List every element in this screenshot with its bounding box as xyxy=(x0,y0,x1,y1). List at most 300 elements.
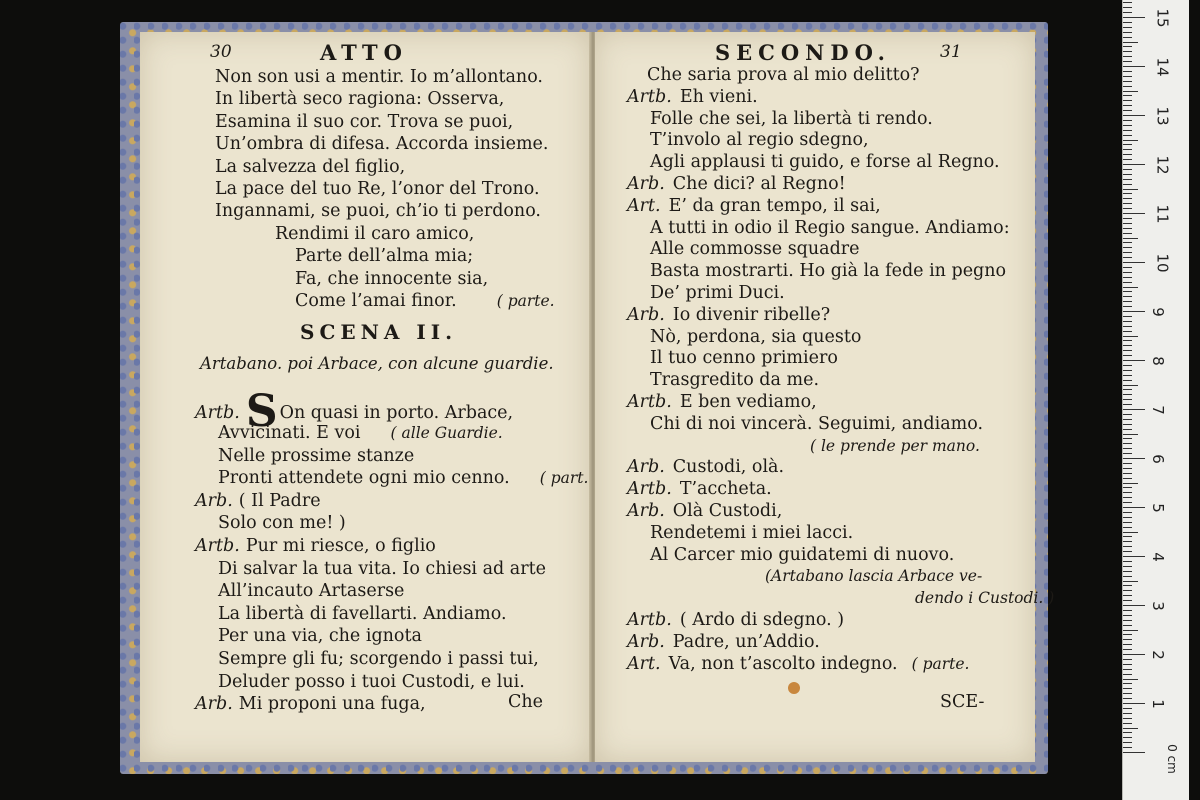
verse-text: Esamina il suo cor. Trova se puoi, xyxy=(215,111,514,132)
ruler-tick xyxy=(1123,463,1132,464)
speaker-name: Arb. xyxy=(627,457,665,478)
ruler-tick xyxy=(1123,536,1132,537)
ruler-tick xyxy=(1123,644,1132,645)
left-page xyxy=(140,32,590,762)
ruler-tick xyxy=(1123,659,1132,660)
ruler-tick xyxy=(1123,56,1132,57)
ruler-tick xyxy=(1123,86,1132,87)
ruler-tick xyxy=(1123,51,1132,52)
ruler-tick xyxy=(1123,385,1138,386)
speaker-name: Artb. xyxy=(627,479,672,500)
ruler-tick xyxy=(1123,130,1132,131)
ruler-tick xyxy=(1123,649,1132,650)
verse-text: Mi proponi una fuga, xyxy=(238,694,426,715)
ruler-number: 9 xyxy=(1148,307,1167,317)
verse-line xyxy=(275,224,474,244)
speaker-name: Arb. xyxy=(627,631,665,652)
ruler-tick xyxy=(1123,669,1132,670)
verse-line xyxy=(650,414,983,434)
measuring-ruler xyxy=(1122,0,1189,800)
ruler-tick xyxy=(1123,585,1132,586)
verse-text: Rendetemi i miei lacci. xyxy=(650,522,854,543)
verse-line xyxy=(650,327,861,347)
ruler-tick xyxy=(1123,610,1132,611)
verse-text: La salvezza del figlio, xyxy=(215,156,406,177)
ruler-tick xyxy=(1123,233,1132,234)
ruler-tick xyxy=(1123,375,1132,376)
ruler-tick xyxy=(1123,679,1138,680)
verse-text: ( Il Padre xyxy=(238,490,321,511)
verse-text: E’ da gran tempo, il sai, xyxy=(668,195,881,216)
ruler-tick xyxy=(1123,634,1132,635)
verse-line xyxy=(627,174,846,194)
ruler-tick xyxy=(1123,664,1132,665)
ruler-tick xyxy=(1123,551,1132,552)
speaker-name: Artb. xyxy=(627,86,672,107)
verse-line xyxy=(650,130,869,150)
ruler-tick xyxy=(1123,438,1132,439)
scene-subtitle: Artabano. poi Arbace, con alcune guardie. xyxy=(200,354,554,373)
ruler-tick xyxy=(1123,517,1132,518)
ruler-tick xyxy=(1123,497,1132,498)
verse-line xyxy=(627,87,758,107)
ruler-tick xyxy=(1123,331,1132,332)
page-number: 31 xyxy=(940,42,962,62)
verse-line xyxy=(218,446,414,466)
verse-line xyxy=(650,239,860,259)
ruler-tick xyxy=(1123,100,1132,101)
verse-text: Non son usi a mentir. Io m’allontano. xyxy=(215,67,543,87)
ruler-tick xyxy=(1123,12,1132,13)
verse-text: Nò, perdona, sia questo xyxy=(650,326,862,347)
speaker-name: Art. xyxy=(627,653,661,674)
ruler-tick xyxy=(1123,174,1132,175)
verse-line xyxy=(627,654,970,674)
ruler-tick xyxy=(1123,282,1132,283)
verse-line xyxy=(218,513,346,533)
verse-text: Folle che sei, la libertà ti rendo. xyxy=(650,108,933,129)
verse-line xyxy=(627,479,772,499)
verse-text: A tutti in odio il Regio sangue. Andiamo: xyxy=(650,217,1010,238)
speaker-name: Artb. xyxy=(627,392,672,412)
verse-line xyxy=(195,536,436,556)
verse-text: Trasgredito da me. xyxy=(650,370,820,391)
verse-text: Alle commosse squadre xyxy=(650,239,860,260)
ruler-tick xyxy=(1123,742,1132,743)
verse-text: Agli applausi ti guido, e forse al Regno. xyxy=(650,152,1000,173)
verse-text: Fa, che innocente sia, xyxy=(295,268,489,289)
ruler-tick xyxy=(1123,732,1132,733)
ruler-tick xyxy=(1123,169,1132,170)
speaker-name: Art. xyxy=(627,195,661,216)
ruler-tick xyxy=(1123,546,1132,547)
ruler-tick xyxy=(1123,350,1132,351)
ruler-tick xyxy=(1123,95,1132,96)
ruler-tick xyxy=(1123,556,1145,557)
ruler-tick xyxy=(1123,532,1138,533)
catchword: SCE- xyxy=(940,692,985,712)
verse-line xyxy=(218,672,525,692)
verse-line xyxy=(295,291,555,311)
page-number: 30 xyxy=(210,42,232,62)
stage-direction: ( parte. xyxy=(496,292,555,310)
verse-text: Di salvar la tua vita. Io chiesi ad arte xyxy=(218,558,546,579)
verse-text: Rendimi il caro amico, xyxy=(275,223,475,244)
ruler-tick xyxy=(1123,522,1132,523)
ruler-tick xyxy=(1123,105,1132,106)
ruler-tick xyxy=(1123,409,1145,410)
verse-line xyxy=(215,157,405,177)
ruler-tick xyxy=(1123,135,1132,136)
verse-text: All’incauto Artaserse xyxy=(218,581,405,602)
ruler-tick xyxy=(1123,723,1132,724)
ruler-tick xyxy=(1123,110,1132,111)
verse-text: On quasi in porto. Arbace, xyxy=(279,403,514,423)
ruler-tick xyxy=(1123,443,1132,444)
verse-text: Parte dell’alma mia; xyxy=(295,246,474,267)
ruler-tick xyxy=(1123,448,1132,449)
stage-direction: dendo i Custodi. ) xyxy=(915,589,1055,608)
ruler-tick xyxy=(1123,46,1132,47)
verse-text: Come l’amai finor. xyxy=(295,291,457,311)
verse-line xyxy=(627,632,820,652)
ruler-tick xyxy=(1123,605,1145,606)
verse-line xyxy=(218,649,539,669)
ruler-tick xyxy=(1123,242,1132,243)
ruler-number: 1 xyxy=(1148,699,1167,709)
verse-text: Il tuo cenno primiero xyxy=(650,348,838,369)
drop-cap: S xyxy=(245,386,278,437)
ruler-tick xyxy=(1123,184,1132,185)
ruler-tick xyxy=(1123,561,1132,562)
ruler-number: 12 xyxy=(1153,155,1172,175)
ruler-tick xyxy=(1123,365,1132,366)
ruler-tick xyxy=(1123,42,1138,43)
ruler-tick xyxy=(1123,203,1132,204)
ruler-unit: 0 cm xyxy=(1164,744,1179,774)
ruler-tick xyxy=(1123,340,1132,341)
ruler-tick xyxy=(1123,291,1132,292)
verse-line xyxy=(218,423,503,443)
verse-line xyxy=(218,468,588,488)
ruler-tick xyxy=(1123,429,1132,430)
ruler-tick xyxy=(1123,262,1145,263)
verse-line xyxy=(650,152,1000,172)
ruler-number: 2 xyxy=(1148,650,1167,660)
ruler-tick xyxy=(1123,566,1132,567)
verse-text: Al Carcer mio guidatemi di nuovo. xyxy=(650,544,955,565)
verse-text: Va, non t’ascolto indegno. xyxy=(668,653,898,674)
ruler-tick xyxy=(1123,272,1132,273)
ruler-tick xyxy=(1123,301,1132,302)
ruler-tick xyxy=(1123,478,1132,479)
verse-text: Io divenir ribelle? xyxy=(672,304,831,325)
ruler-tick xyxy=(1123,394,1132,395)
ruler-tick xyxy=(1123,17,1145,18)
ruler-number: 6 xyxy=(1148,454,1167,464)
ruler-tick xyxy=(1123,737,1132,738)
ruler-tick xyxy=(1123,218,1132,219)
ruler-number: 4 xyxy=(1148,552,1167,562)
ruler-tick xyxy=(1123,360,1145,361)
right-page xyxy=(595,32,1055,762)
verse-line xyxy=(218,626,422,646)
ruler-tick xyxy=(1123,91,1138,92)
ruler-tick xyxy=(1123,247,1132,248)
stage-direction: ( part. xyxy=(539,469,589,488)
verse-line xyxy=(650,109,933,129)
ruler-tick xyxy=(1123,752,1145,753)
ruler-tick xyxy=(1123,198,1132,199)
ruler-tick xyxy=(1123,37,1132,38)
ruler-tick xyxy=(1123,718,1132,719)
ruler-tick xyxy=(1123,306,1132,307)
verse-line xyxy=(650,545,954,565)
ruler-tick xyxy=(1123,7,1132,8)
ruler-tick xyxy=(1123,595,1132,596)
ruler-tick xyxy=(1123,252,1132,253)
verse-text: ( Ardo di sdegno. ) xyxy=(679,610,845,630)
verse-line xyxy=(195,491,321,511)
verse-line xyxy=(215,134,548,154)
speaker-name: Arb. xyxy=(195,694,233,715)
ruler-tick xyxy=(1123,639,1132,640)
verse-line xyxy=(647,65,920,85)
ruler-tick xyxy=(1123,380,1132,381)
verse-text: Solo con me! ) xyxy=(218,513,346,534)
ruler-tick xyxy=(1123,399,1132,400)
verse-text: Sempre gli fu; scorgendo i passi tui, xyxy=(218,649,539,669)
ruler-tick xyxy=(1123,600,1132,601)
ruler-tick xyxy=(1123,149,1132,150)
ruler-tick xyxy=(1123,512,1132,513)
ruler-tick xyxy=(1123,487,1132,488)
ruler-number: 15 xyxy=(1153,8,1172,28)
verse-text: Pronti attendete ogni mio cenno. xyxy=(218,468,510,489)
ruler-number: 14 xyxy=(1153,57,1172,77)
verse-text: Chi di noi vincerà. Seguimi, andiamo. xyxy=(650,413,984,434)
ruler-tick xyxy=(1123,336,1138,337)
ruler-tick xyxy=(1123,125,1132,126)
ruler-tick xyxy=(1123,27,1132,28)
ruler-number: 10 xyxy=(1153,253,1172,273)
scene-title: SCENA II. xyxy=(300,320,458,344)
verse-text: Un’ombra di difesa. Accorda insieme. xyxy=(215,134,549,155)
verse-line xyxy=(627,501,782,521)
ruler-tick xyxy=(1123,404,1132,405)
ruler-tick xyxy=(1123,468,1132,469)
stage-direction: ( alle Guardie. xyxy=(390,424,503,442)
ruler-tick xyxy=(1123,287,1138,288)
ruler-tick xyxy=(1123,713,1132,714)
verse-text: Che dici? al Regno! xyxy=(672,174,846,194)
verse-line xyxy=(215,89,504,109)
verse-text: T’accheta. xyxy=(679,479,772,500)
ruler-tick xyxy=(1123,159,1132,160)
ruler-tick xyxy=(1123,419,1132,420)
ruler-tick xyxy=(1123,625,1132,626)
verse-line xyxy=(627,457,784,477)
verse-line xyxy=(215,67,543,87)
paper-stain xyxy=(788,682,800,694)
speaker-name: Arb. xyxy=(627,501,665,521)
catchword: Che xyxy=(508,692,544,712)
ruler-tick xyxy=(1123,473,1132,474)
ruler-tick xyxy=(1123,590,1132,591)
verse-line xyxy=(218,581,404,601)
ruler-tick xyxy=(1123,581,1138,582)
verse-line xyxy=(650,348,838,368)
ruler-tick xyxy=(1123,492,1132,493)
ruler-tick xyxy=(1123,22,1132,23)
ruler-tick xyxy=(1123,311,1145,312)
ruler-tick xyxy=(1123,507,1145,508)
ruler-tick xyxy=(1123,193,1132,194)
ruler-number: 7 xyxy=(1148,405,1167,415)
speaker-name: Arb. xyxy=(627,304,665,325)
verse-line xyxy=(765,566,982,586)
running-head: SECONDO. xyxy=(715,40,891,65)
ruler-tick xyxy=(1123,213,1145,214)
ruler-tick xyxy=(1123,747,1132,748)
verse-text: Basta mostrarti. Ho già la fede in pegno xyxy=(650,261,1007,282)
verse-text: E ben vediamo, xyxy=(679,392,817,412)
ruler-tick xyxy=(1123,370,1132,371)
stage-direction: (Artabano lascia Arbace ve- xyxy=(765,567,983,586)
ruler-tick xyxy=(1123,140,1138,141)
speaker-name: Artb. xyxy=(195,536,240,556)
ruler-tick xyxy=(1123,345,1132,346)
verse-line xyxy=(650,218,1010,238)
ruler-tick xyxy=(1123,61,1132,62)
ruler-tick xyxy=(1123,120,1132,121)
ruler-tick xyxy=(1123,257,1132,258)
verse-text: Che saria prova al mio delitto? xyxy=(647,65,920,85)
ruler-tick xyxy=(1123,316,1132,317)
speaker-name: Arb. xyxy=(627,174,665,194)
ruler-tick xyxy=(1123,81,1132,82)
ruler-tick xyxy=(1123,355,1132,356)
ruler-number: 13 xyxy=(1153,106,1172,126)
verse-line xyxy=(627,305,830,325)
ruler-tick xyxy=(1123,527,1132,528)
ruler-tick xyxy=(1123,115,1145,116)
ruler-tick xyxy=(1123,708,1132,709)
ruler-tick xyxy=(1123,321,1132,322)
ruler-tick xyxy=(1123,424,1132,425)
ruler-tick xyxy=(1123,71,1132,72)
verse-line xyxy=(915,588,1054,608)
verse-text: Custodi, olà. xyxy=(672,457,785,478)
ruler-tick xyxy=(1123,728,1138,729)
verse-line xyxy=(195,694,426,714)
ruler-tick xyxy=(1123,688,1132,689)
ruler-tick xyxy=(1123,458,1145,459)
verse-line xyxy=(215,201,541,221)
speaker-name: Artb. xyxy=(627,610,672,630)
ruler-tick xyxy=(1123,32,1132,33)
stage-direction: ( le prende per mano. xyxy=(810,436,980,455)
verse-line xyxy=(810,436,980,456)
verse-line xyxy=(218,559,546,579)
ruler-number: 8 xyxy=(1148,356,1167,366)
ruler-tick xyxy=(1123,228,1132,229)
verse-line xyxy=(627,196,881,216)
ruler-tick xyxy=(1123,541,1132,542)
verse-line xyxy=(650,261,1006,281)
ruler-tick xyxy=(1123,267,1132,268)
verse-text: T’involo al regio sdegno, xyxy=(650,130,869,151)
ruler-tick xyxy=(1123,144,1132,145)
speaker-name: Arb. xyxy=(195,490,233,511)
verse-text: Eh vieni. xyxy=(679,86,758,107)
ruler-tick xyxy=(1123,502,1132,503)
ruler-tick xyxy=(1123,208,1132,209)
verse-text: Pur mi riesce, o figlio xyxy=(245,536,436,556)
ruler-number: 5 xyxy=(1148,503,1167,513)
verse-line xyxy=(295,246,473,266)
ruler-tick xyxy=(1123,154,1132,155)
verse-text: In libertà seco ragiona: Osserva, xyxy=(215,89,505,110)
ruler-tick xyxy=(1123,576,1132,577)
ruler-number: 3 xyxy=(1148,601,1167,611)
verse-text: La libertà di favellarti. Andiamo. xyxy=(218,603,507,624)
ruler-tick xyxy=(1123,571,1132,572)
running-head: ATTO xyxy=(320,40,408,65)
verse-line xyxy=(627,392,817,412)
ruler-tick xyxy=(1123,434,1138,435)
verse-line xyxy=(650,523,853,543)
verse-line xyxy=(650,370,819,390)
speaker-name: Artb. xyxy=(195,403,240,423)
ruler-tick xyxy=(1123,674,1132,675)
ruler-tick xyxy=(1123,2,1132,3)
verse-text: Avvicinati. E voi xyxy=(218,423,361,443)
stage-direction: ( parte. xyxy=(911,654,970,673)
ruler-tick xyxy=(1123,179,1132,180)
verse-line xyxy=(218,604,507,624)
verse-line xyxy=(650,283,785,303)
ruler-tick xyxy=(1123,683,1132,684)
verse-text: La pace del tuo Re, l’onor del Trono. xyxy=(215,179,540,199)
verse-line xyxy=(627,610,844,630)
ruler-number: 11 xyxy=(1153,204,1172,224)
ruler-tick xyxy=(1123,615,1132,616)
ruler-tick xyxy=(1123,654,1145,655)
ruler-tick xyxy=(1123,277,1132,278)
ruler-tick xyxy=(1123,414,1132,415)
ruler-tick xyxy=(1123,693,1132,694)
verse-line xyxy=(295,269,488,289)
ruler-tick xyxy=(1123,630,1138,631)
ruler-tick xyxy=(1123,66,1145,67)
ruler-tick xyxy=(1123,223,1132,224)
verse-text: Padre, un’Addio. xyxy=(672,631,820,652)
verse-line xyxy=(215,112,513,132)
ruler-tick xyxy=(1123,76,1132,77)
ruler-tick xyxy=(1123,296,1132,297)
ruler-tick xyxy=(1123,238,1138,239)
verse-text: De’ primi Duci. xyxy=(650,283,785,303)
ruler-tick xyxy=(1123,703,1145,704)
verse-text: Nelle prossime stanze xyxy=(218,445,415,466)
verse-text: Deluder posso i tuoi Custodi, e lui. xyxy=(218,671,525,692)
verse-text: Per una via, che ignota xyxy=(218,626,422,647)
verse-line xyxy=(215,179,540,199)
ruler-tick xyxy=(1123,453,1132,454)
ruler-tick xyxy=(1123,483,1138,484)
ruler-tick xyxy=(1123,389,1132,390)
